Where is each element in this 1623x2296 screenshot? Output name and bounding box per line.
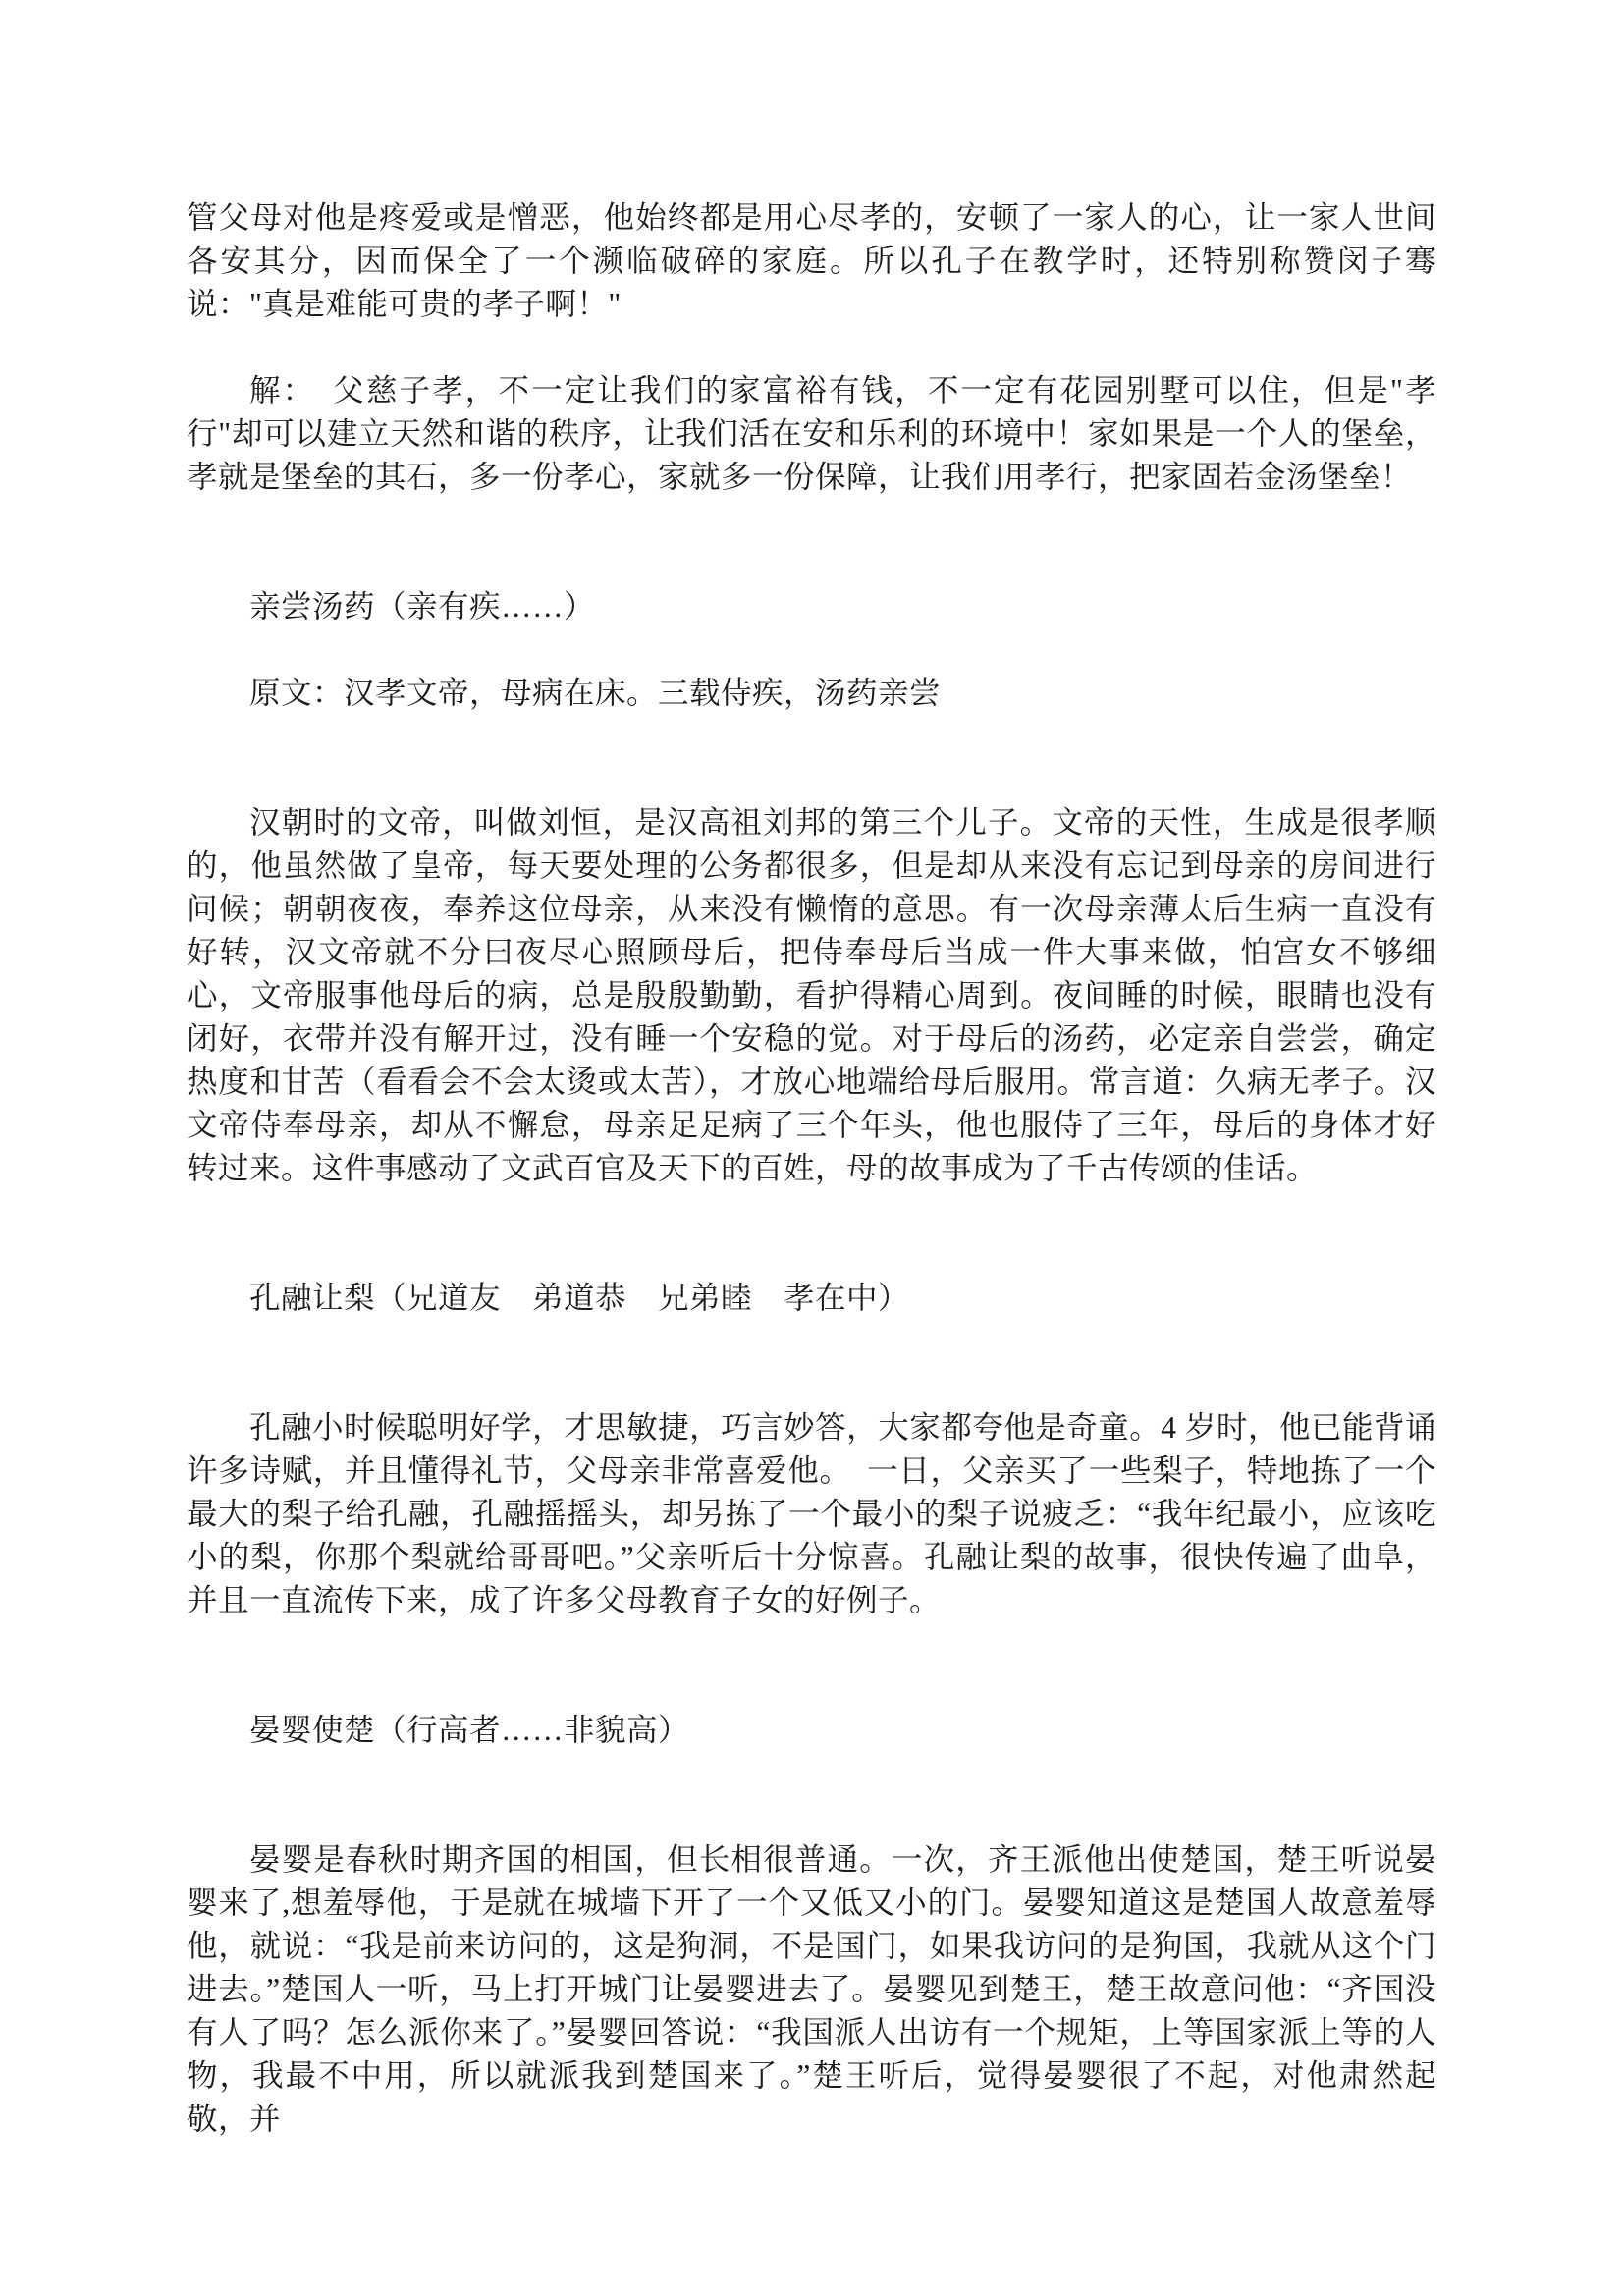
heading-qinchang-tangyao: 亲尝汤药（亲有疾……） bbox=[249, 589, 596, 624]
heading-kongrong-rangli: 孔融让梨（兄道友 弟道恭 兄弟睦 孝在中） bbox=[249, 1281, 910, 1315]
line-original-text: 原文：汉孝文帝，母病在床。三载侍疾，汤药亲尝 bbox=[249, 676, 942, 710]
paragraph-explanation: 解： 父慈子孝，不一定让我们的家富裕有钱，不一定有花园别墅可以住，但是"孝行"却可以建立天然和谐的秩序，让我们活在安和乐利的环境中！家如果是一个人的堡垒，孝就是堡垒的其石，多一份孝心，家就多一份保障，让我们用孝行，把家固若金汤堡垒！ bbox=[187, 373, 1436, 494]
paragraph-han-wendi-story: 汉朝时的文帝，叫做刘恒，是汉高祖刘邦的第三个儿子。文帝的天性，生成是很孝顺的，他虽然做了皇帝，每天要处理的公务都很多，但是却从来没有忘记到母亲的房间进行问候；朝朝夜夜，奉养这位母亲，从来没有懒惰的意思。有一次母亲薄太后生病一直没有好转，汉文帝就不分曰夜尽心照顾母后，把侍奉母后当成一件大事来做，怕宫女不够细心，文帝服事他母后的病，总是殷殷勤勤，看护得精心周到。夜间睡的时候，眼睛也没有闭好，衣带并没有解开过，没有睡一个安稳的觉。对于母后的汤药，必定亲自尝尝，确定热度和甘苦（看看会不会太烫或太苦），才放心地端给母后服用。常言道：久病无孝子。汉文帝侍奉母亲，却从不懈怠，母亲足足病了三个年头，他也服侍了三年，母后的身体才好转过来。这件事感动了文武百官及天下的百姓，母的故事成为了千古传颂的佳话。 bbox=[187, 805, 1436, 1185]
paragraph-yanying-story: 晏婴是春秋时期齐国的相国，但长相很普通。一次，齐王派他出使楚国，楚王听说晏婴来了,想羞辱他，于是就在城墙下开了一个又低又小的门。晏婴知道这是楚国人故意羞辱他，就说：“我是前来访问的，这是狗洞，不是国门，如果我访问的是狗国，我就从这个门进去。”楚国人一听，马上打开城门让晏婴进去了。晏婴见到楚王，楚王故意问他：“齐国没有人了吗？怎么派你来了。”晏婴回答说：“我国派人出访有一个规矩，上等国家派上等的人物，我最不中用，所以就派我到楚国来了。”楚王听后，觉得晏婴很了不起，对他肃然起敬，并 bbox=[187, 1842, 1436, 2136]
paragraph-kongrong-story: 孔融小时候聪明好学，才思敏捷，巧言妙答，大家都夸他是奇童。4 岁时，他已能背诵许多诗赋，并且懂得礼节，父母亲非常喜爱他。 一日，父亲买了一些梨子，特地拣了一个最大的梨子给孔融，孔融摇摇头，却另拣了一个最小的梨子说疲乏：“我年纪最小，应该吃小的梨，你那个梨就给哥哥吧。”父亲听后十分惊喜。孔融让梨的故事，很快传遍了曲阜，并且一直流传下来，成了许多父母教育子女的好例子。 bbox=[187, 1410, 1436, 1617]
heading-yanying-shichu: 晏婴使楚（行高者……非貌高） bbox=[249, 1713, 690, 1747]
paragraph-minziqian-continuation: 管父母对他是疼爱或是憎恶，他始终都是用心尽孝的，安顿了一家人的心，让一家人世间各安其分，因而保全了一个濒临破碎的家庭。所以孔子在教学时，还特别称赞闵子骞说："真是难能可贵的孝子啊！" bbox=[187, 200, 1436, 321]
